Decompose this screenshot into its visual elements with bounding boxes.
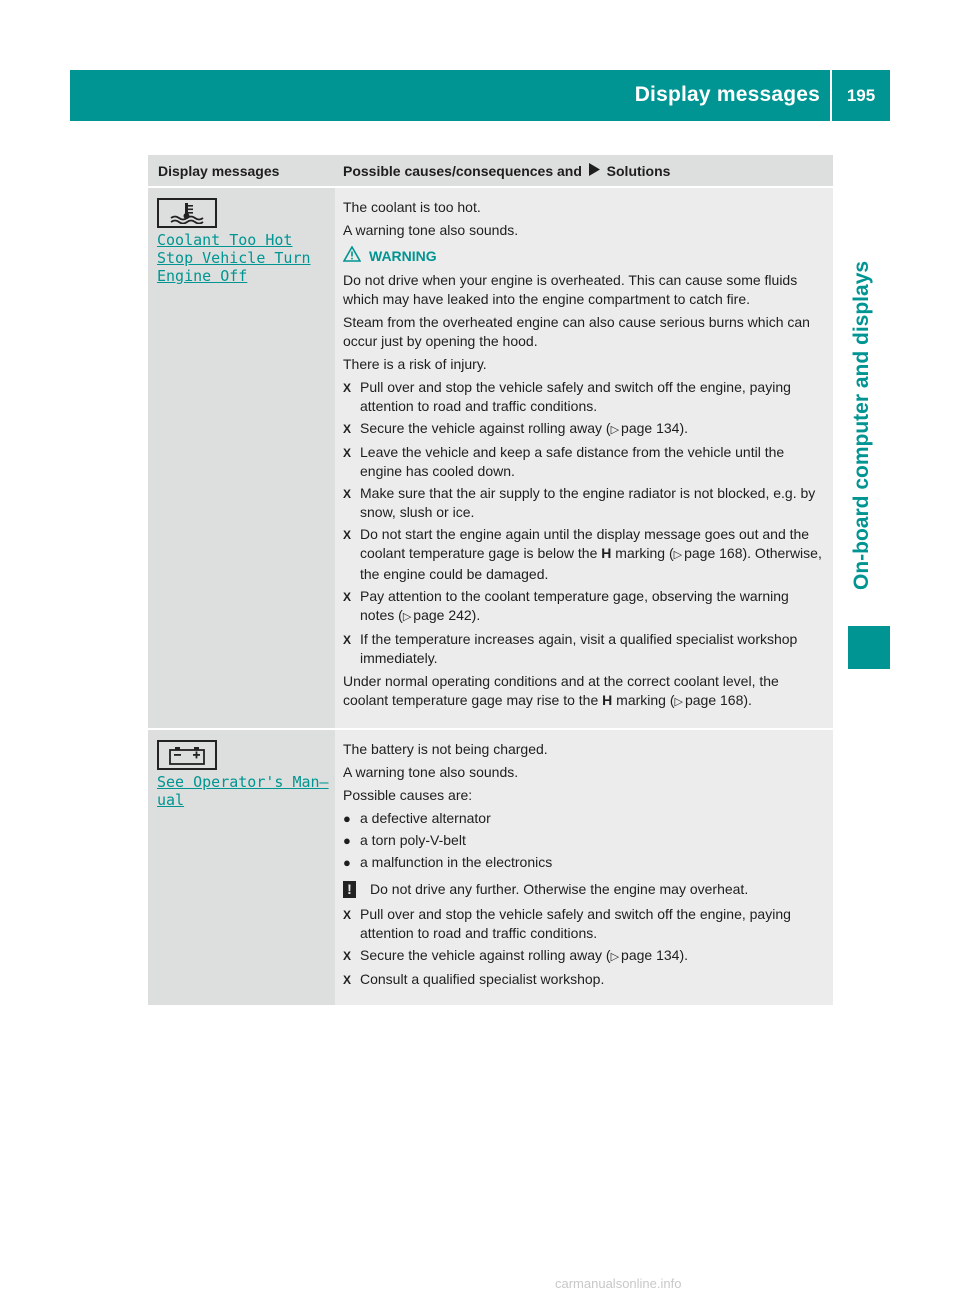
- page-ref-arrow-icon: ▷: [674, 696, 683, 708]
- step-marker-icon: X: [343, 487, 352, 501]
- message-cell: [148, 188, 335, 728]
- column-header-solutions: Possible causes/consequences and Solutions: [343, 163, 671, 179]
- instruction-step: X Pull over and stop the vehicle safely and switch off the engine, paying attention to road and traffic conditions.: [343, 379, 791, 414]
- instruction-step: X Secure the vehicle against rolling away (▷ page 134).: [343, 946, 823, 967]
- closing-note: Under normal operating conditions and at the correct coolant level, the coolant temperature gage may rise to the H marking (▷ page 168).: [343, 672, 823, 712]
- instruction-step: X Leave the vehicle and keep a safe distance from the vehicle until the engine has cooled down.: [343, 444, 785, 479]
- page-reference-link[interactable]: page 134).: [621, 947, 688, 963]
- bullet-icon: ●: [343, 811, 351, 826]
- chapter-tab-marker: [848, 626, 890, 669]
- message-cell: [148, 730, 335, 1005]
- display-message-text: See Operator's Man– ual: [157, 773, 329, 809]
- warning-triangle-icon: [343, 246, 369, 267]
- instruction-step: X Pay attention to the coolant temperature gage, observing the warning notes (▷ page 242).: [343, 587, 823, 627]
- table-header: [148, 155, 833, 186]
- display-messages-table: [148, 155, 833, 1005]
- section-title: Display messages: [634, 83, 820, 106]
- table-row: [148, 728, 833, 1005]
- step-marker-icon: X: [343, 381, 352, 395]
- list-item: ● a malfunction in the electronics: [343, 854, 553, 870]
- column-header-messages: Display messages: [158, 163, 280, 179]
- watermark: carmanualsonline.info: [555, 1276, 682, 1291]
- step-marker-icon: X: [343, 949, 352, 963]
- list-item: ● a defective alternator: [343, 810, 491, 826]
- list-item: ● a torn poly-V-belt: [343, 832, 466, 848]
- table-row: [148, 186, 833, 728]
- page-ref-arrow-icon: ▷: [610, 424, 620, 436]
- bullet-icon: ●: [343, 833, 351, 848]
- page-ref-arrow-icon: ▷: [610, 951, 620, 963]
- solution-cell: The battery is not being charged. A warning tone also sounds. Possible causes are: ● a defective alternator ● a torn poly-V-belt ● a malfunction in the electronics ! Do not drive any further. Otherwise the engine may overheat. X Pull over and stop the vehicle safely and switch off the engine, paying attention to road and traffic conditions. X Secure the vehicle against rolling away (▷ page 134). X Consult a qualified specialist workshop.: [335, 730, 833, 1005]
- step-marker-icon: X: [343, 633, 352, 647]
- page-reference-link[interactable]: page 168). Otherwise, the engine could be damaged.: [360, 545, 822, 582]
- page-ref-arrow-icon: ▷: [673, 549, 683, 561]
- page-reference-link[interactable]: page 168).: [684, 692, 752, 708]
- page-number: 195: [846, 86, 876, 105]
- instruction-step: X Consult a qualified specialist workshop.: [343, 970, 823, 990]
- caution-note: ! Do not drive any further. Otherwise the engine may overheat.: [343, 880, 823, 899]
- instruction-step: X Pull over and stop the vehicle safely and switch off the engine, paying attention to road and traffic conditions.: [343, 906, 791, 941]
- battery-icon: [157, 740, 217, 770]
- instruction-step: X If the temperature increases again, visit a qualified specialist workshop immediately.: [343, 631, 798, 666]
- coolant-temperature-icon: [157, 198, 217, 228]
- step-marker-icon: X: [343, 973, 352, 987]
- instruction-step: X Make sure that the air supply to the engine radiator is not blocked, e.g. by snow, slush or ice.: [343, 485, 816, 520]
- warning-heading: WARNING: [343, 246, 823, 267]
- page-reference-link[interactable]: page 134).: [621, 420, 688, 436]
- header-bar: [70, 70, 890, 121]
- solution-arrow-icon: [589, 163, 600, 179]
- solution-cell: The coolant is too hot. A warning tone also sounds. WARNING Do not drive when your engine is overheated. This can cause some fluids which may have leaked into the engine compartment to catch fire. Steam from the overheated engine can also cause serious burns which can occur just by opening the hood. There is a risk of injury. X Pull over and stop the vehicle safely and switch off the engine, paying attention to road and traffic conditions. X Secure the vehicle against rolling away (▷ page 134). X Leave the vehicle and keep a safe distance from the vehicle until the engine has cooled down. X Make sure that the air supply to the engine radiator is not blocked, e.g. by snow, slush or ice. X Do not start the engine again until the display message goes out and the coolant temperature gage is below the H marking (▷ page 168). Otherwise, the engine could be damaged. X Pay attention to the coolant temperature gage, observing the warning notes (▷ page 242). X If the temperature increases again, visit a qualified specialist workshop immediately. Under normal operating conditions and at the correct coolant level, the coolant temperature gage may rise to the H marking (▷ page 168).: [335, 188, 833, 728]
- step-marker-icon: X: [343, 446, 352, 460]
- chapter-tab-label: On-board computer and displays: [850, 260, 873, 590]
- display-message-text: Coolant Too Hot Stop Vehicle Turn Engine Off: [157, 231, 311, 285]
- page-ref-arrow-icon: ▷: [402, 611, 412, 623]
- instruction-step: X Do not start the engine again until the display message goes out and the coolant temperature gage is below the H marking (▷ page 168). Otherwise, the engine could be damaged.: [343, 526, 822, 582]
- step-marker-icon: X: [343, 422, 352, 436]
- step-marker-icon: X: [343, 528, 352, 542]
- step-marker-icon: X: [343, 908, 352, 922]
- bullet-icon: ●: [343, 855, 351, 870]
- instruction-step: X Secure the vehicle against rolling away (▷ page 134).: [343, 419, 823, 440]
- exclamation-icon: !: [343, 881, 356, 898]
- page-reference-link[interactable]: page 242).: [413, 607, 481, 623]
- step-marker-icon: X: [343, 590, 352, 604]
